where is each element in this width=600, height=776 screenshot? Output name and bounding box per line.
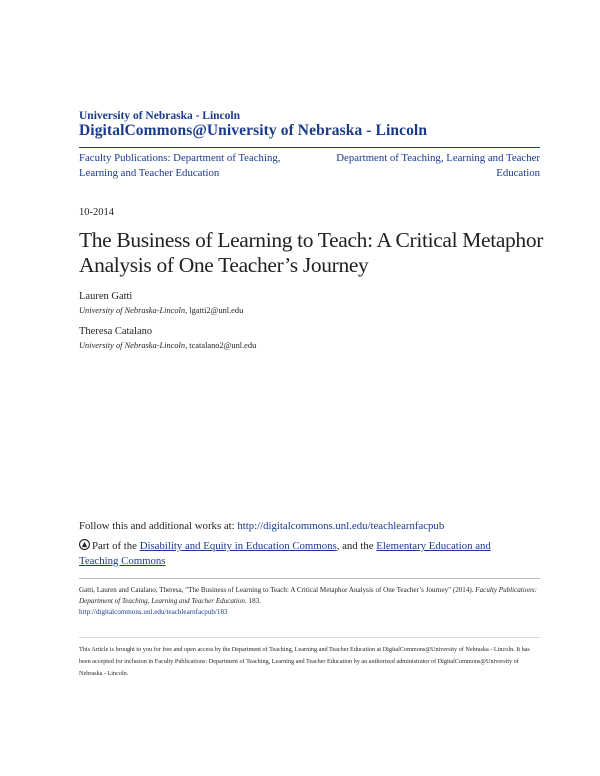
affiliation-text: University of Nebraska-Lincoln — [79, 306, 186, 315]
part-of-prefix: Part of the — [92, 540, 140, 552]
affiliation-separator: , — [185, 341, 190, 350]
bepress-network-icon — [79, 539, 90, 550]
author-affiliation — [79, 341, 256, 350]
header-divider — [79, 147, 540, 148]
citation-url-link[interactable]: http://digitalcommons.unl.edu/teachlearnfacpub/183 — [79, 608, 228, 616]
follow-label: Follow this and additional works at: — [79, 520, 238, 532]
collection-link-faculty-publications[interactable]: Faculty Publications: Department of Teaching, Learning and Teacher Education — [79, 152, 281, 179]
author-name: Lauren Gatti — [79, 291, 133, 302]
publication-date: 10-2014 — [79, 207, 114, 218]
recommended-citation — [79, 585, 539, 618]
university-name[interactable]: University of Nebraska - Lincoln — [79, 110, 240, 122]
collection-link-department[interactable]: Department of Teaching, Learning and Teacher Education — [336, 152, 540, 179]
follow-url-link[interactable]: http://digitalcommons.unl.edu/teachlearnfacpub — [237, 520, 445, 532]
citation-divider — [79, 578, 540, 579]
commons-link-disability[interactable]: Disability and Equity in Education Commons — [139, 540, 337, 552]
affiliation-text: University of Nebraska-Lincoln — [79, 341, 186, 350]
citation-text-1: Gatti, Lauren and Catalano, Theresa, "The Business of Learning to Teach: A Critical Metaphor Analysis of One Teacher’s Journey" (2014). — [79, 586, 476, 594]
article-title: The Business of Learning to Teach: A Critical Metaphor Analysis of One Teacher’s Journey — [79, 228, 544, 277]
repository-name[interactable]: DigitalCommons@University of Nebraska - Lincoln — [79, 122, 428, 139]
citation-journal: Faculty Publications: Department of Teaching, Learning and Teacher Education — [79, 586, 537, 605]
part-of-line — [79, 539, 519, 568]
access-statement: This Article is brought to you for free and open access by the Department of Teaching, Learning and Teacher Education at DigitalCommons@University of Nebraska - Lincoln. It has been accepted for inclusion in Faculty Publications: Department of Teaching, Learning and Teacher Education by an authorized administrator of DigitalCommons@University of Nebraska - Lincoln. — [79, 646, 530, 677]
author-name: Theresa Catalano — [79, 326, 153, 337]
and-the-text: , and the — [336, 540, 377, 552]
author-email[interactable]: lgatti2@unl.edu — [189, 306, 244, 315]
footer-divider — [79, 637, 540, 638]
citation-text-2: . 183. — [244, 597, 261, 605]
author-email[interactable]: tcatalano2@unl.edu — [189, 341, 257, 350]
follow-line — [79, 520, 444, 532]
author-affiliation — [79, 306, 243, 315]
commons-link-elementary[interactable]: Elementary Education and Teaching Commons — [79, 540, 491, 567]
affiliation-separator: , — [185, 306, 190, 315]
